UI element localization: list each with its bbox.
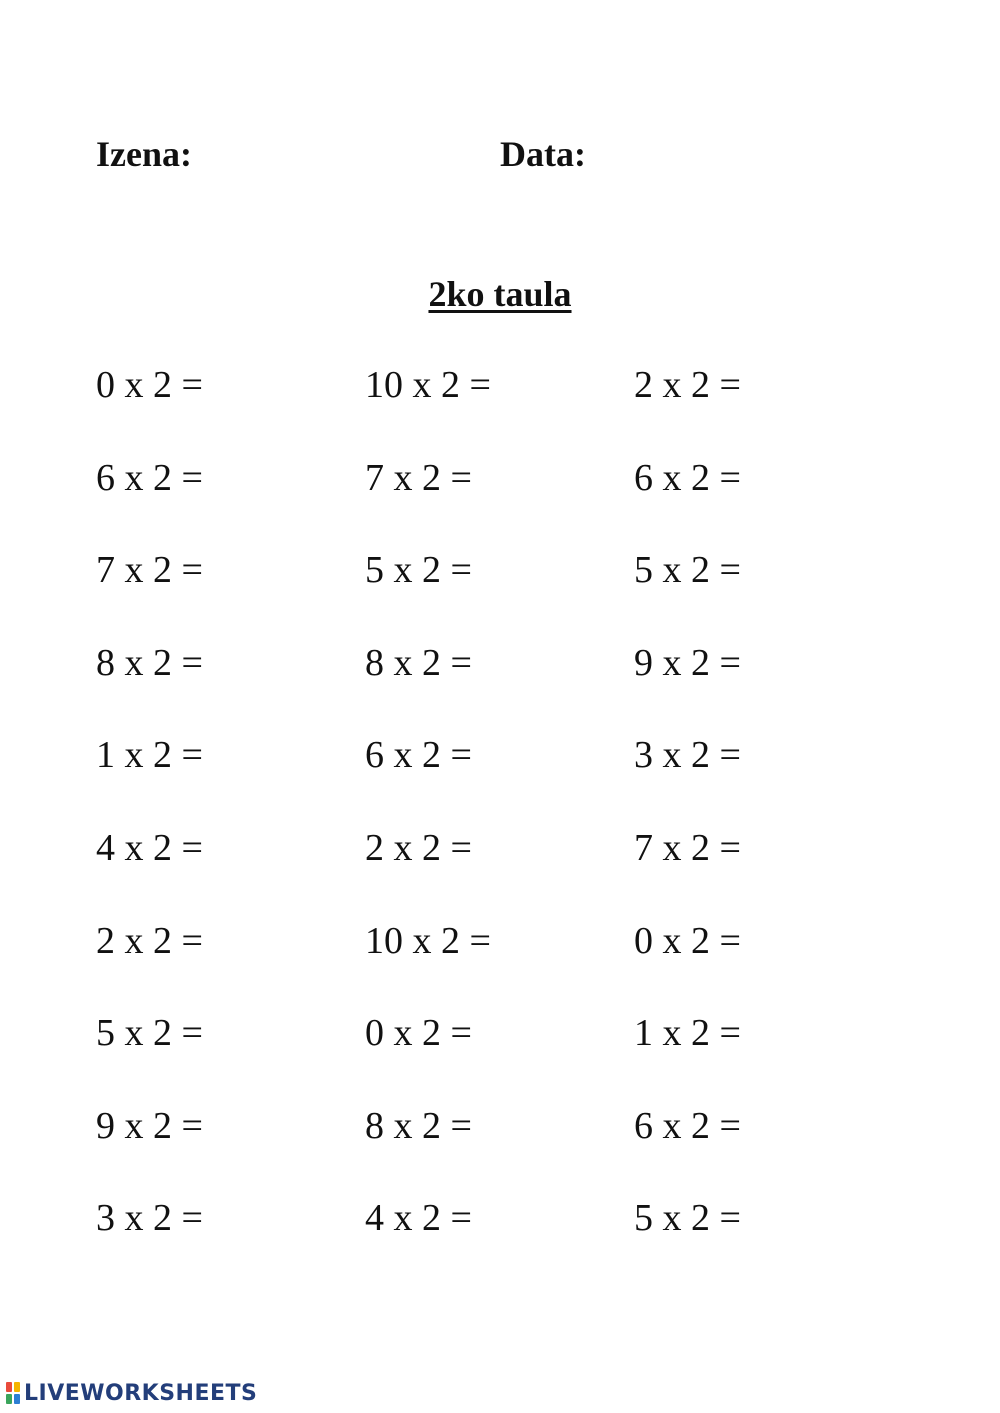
logo-block [14,1394,20,1404]
liveworksheets-logo [6,1379,257,1407]
exercise-row [96,825,896,918]
exercise-item: 7 x 2 = [634,826,741,869]
exercise-item: 0 x 2 = [634,919,741,962]
exercise-item: 5 x 2 = [634,549,741,592]
exercise-item: 10 x 2 = [365,919,491,962]
exercise-item: 7 x 2 = [96,549,203,592]
exercise-item: 0 x 2 = [96,364,203,406]
exercise-row [96,918,896,1011]
exercise-row [96,732,896,825]
exercise-item: 3 x 2 = [96,1197,203,1240]
exercise-item: 6 x 2 = [96,456,203,499]
date-label: Data: [500,134,586,174]
exercise-item: 6 x 2 = [634,1104,741,1147]
exercise-item: 6 x 2 = [365,734,472,777]
exercise-item: 3 x 2 = [634,734,741,777]
exercise-row [96,362,896,455]
exercise-item: 8 x 2 = [365,641,472,684]
exercise-item: 2 x 2 = [96,919,203,962]
exercise-item: 2 x 2 = [634,364,741,406]
exercise-item: 8 x 2 = [96,641,203,684]
exercise-grid [96,362,896,1288]
exercise-item: 10 x 2 = [365,364,491,406]
exercise-item: 6 x 2 = [634,456,741,499]
logo-block [6,1382,12,1392]
exercise-item: 9 x 2 = [634,641,741,684]
exercise-row [96,455,896,548]
logo-block [14,1382,20,1392]
exercise-item: 1 x 2 = [634,1012,741,1055]
exercise-row [96,547,896,640]
exercise-item: 5 x 2 = [634,1197,741,1240]
exercise-item: 2 x 2 = [365,826,472,869]
logo-block [6,1394,12,1404]
exercise-item: 9 x 2 = [96,1104,203,1147]
exercise-item: 0 x 2 = [365,1012,472,1055]
exercise-item: 1 x 2 = [96,734,203,777]
exercise-item: 5 x 2 = [365,549,472,592]
worksheet-title: 2ko taula [428,274,572,314]
liveworksheets-logo-icon [6,1382,20,1404]
exercise-row [96,1103,896,1196]
exercise-item: 4 x 2 = [365,1197,472,1240]
logo-text: LIVEWORKSHEETS [24,1380,258,1406]
exercise-row [96,1195,896,1288]
exercise-item: 5 x 2 = [96,1012,203,1055]
name-label: Izena: [96,134,192,174]
exercise-row [96,1010,896,1103]
exercise-row [96,640,896,733]
exercise-item: 7 x 2 = [365,456,472,499]
exercise-item: 8 x 2 = [365,1104,472,1147]
exercise-item: 4 x 2 = [96,826,203,869]
